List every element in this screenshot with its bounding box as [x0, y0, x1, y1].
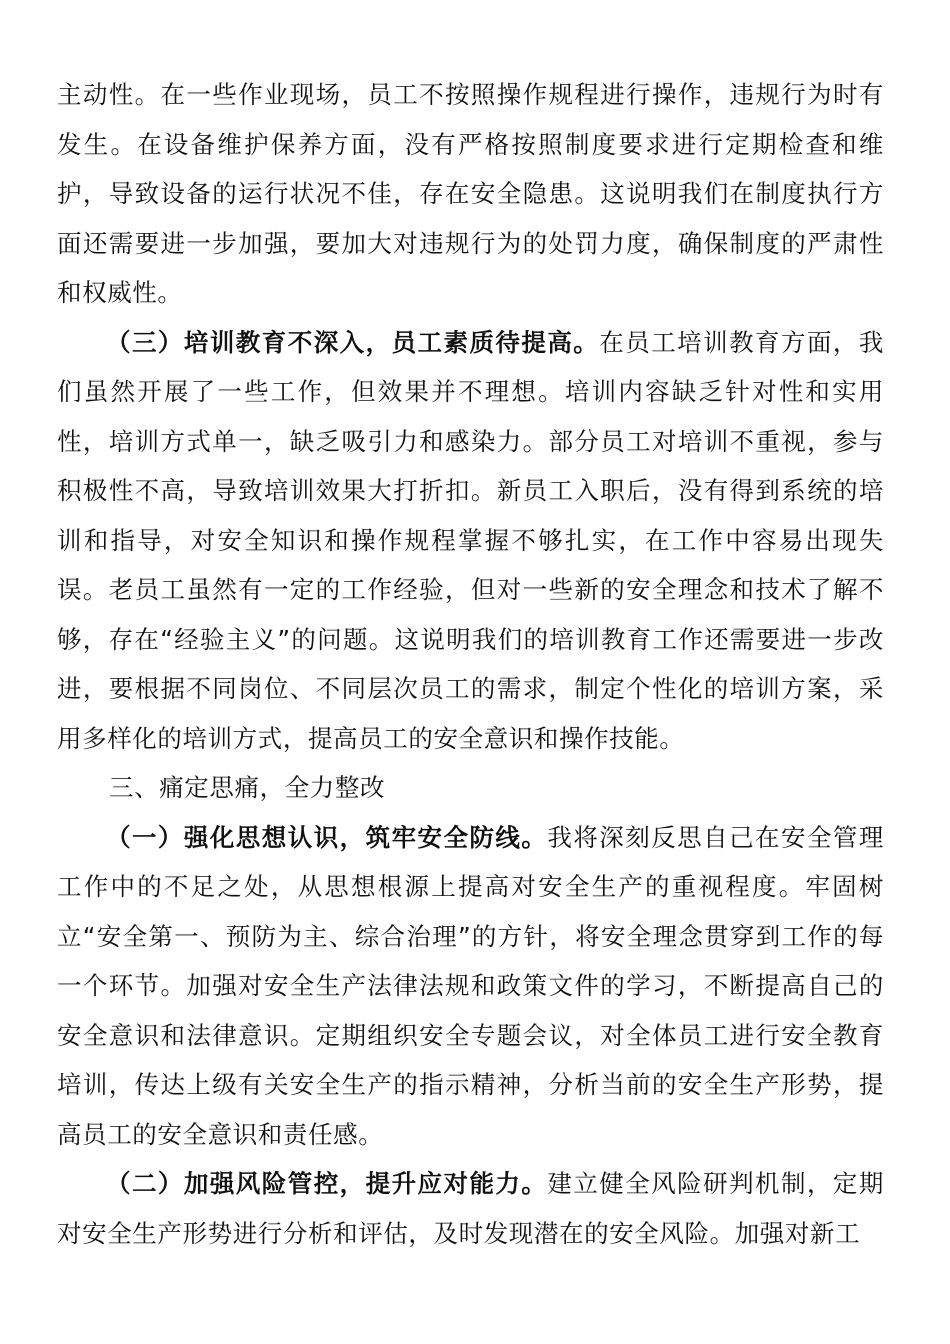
paragraph-training-education — [57, 318, 884, 764]
paragraph-continuation — [57, 70, 884, 318]
paragraph-risk-control — [57, 1159, 884, 1258]
paragraph-strengthen-awareness — [57, 813, 884, 1160]
paragraph-heading: （一）强化思想认识，筑牢安全防线。 — [106, 822, 548, 852]
paragraph-text: 在员工培训教育方面，我们虽然开展了一些工作，但效果并不理想。培训内容缺乏针对性和实用性，培训方式单一，缺乏吸引力和感染力。部分员工对培训不重视，参与积极性不高，导致培训效果大打折扣。新员工入职后，没有得到系统的培训和指导，对安全知识和操作规程掌握不够扎实，在工作中容易出现失误。老员工虽然有一定的工作经验，但对一些新的安全理念和技术了解不够，存在“经验主义”的问题。这说明我们的培训教育工作还需要进一步改进，要根据不同岗位、不同层次员工的需求，制定个性化的培训方案，采用多样化的培训方式，提高员工的安全意识和操作技能。 — [57, 327, 884, 753]
section-heading — [57, 763, 884, 813]
paragraph-text: 我将深刻反思自己在安全管理工作中的不足之处，从思想根源上提高对安全生产的重视程度。牢固树立“安全第一、预防为主、综合治理”的方针，将安全理念贯穿到工作的每一个环节。加强对安全生产法律法规和政策文件的学习，不断提高自己的安全意识和法律意识。定期组织安全专题会议，对全体员工进行安全教育培训，传达上级有关安全生产的指示精神，分析当前的安全生产形势，提高员工的安全意识和责任感。 — [57, 822, 884, 1149]
paragraph-text: 主动性。在一些作业现场，员工不按照操作规程进行操作，违规行为时有发生。在设备维护保养方面，没有严格按照制度要求进行定期检查和维护，导致设备的运行状况不佳，存在安全隐患。这说明我们在制度执行方面还需要进一步加强，要加大对违规行为的处罚力度，确保制度的严肃性和权威性。 — [57, 80, 884, 307]
paragraph-heading: （三）培训教育不深入，员工素质待提高。 — [106, 327, 600, 357]
paragraph-text: 建立健全风险研判机制，定期对安全生产形势进行分析和评估，及时发现潜在的安全风险。加强对新工 — [57, 1169, 884, 1248]
paragraph-heading: （二）加强风险管控，提升应对能力。 — [106, 1169, 548, 1198]
section-heading-text: 三、痛定思痛，全力整改 — [109, 773, 386, 802]
